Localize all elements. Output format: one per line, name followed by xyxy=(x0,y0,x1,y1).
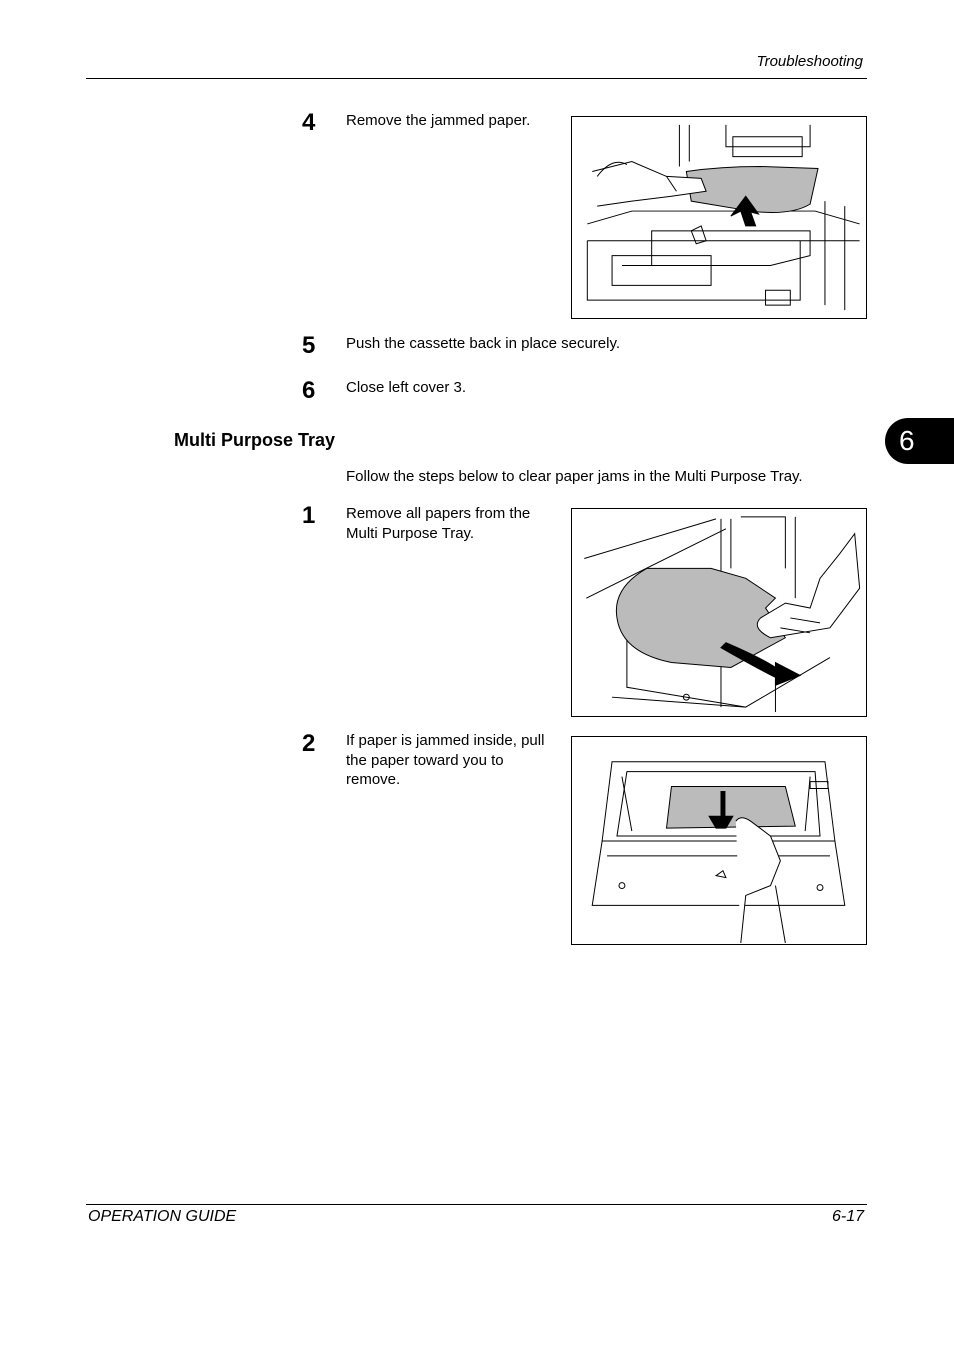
running-header: Troubleshooting xyxy=(756,53,863,70)
section-title: Multi Purpose Tray xyxy=(174,430,336,450)
step-text: Push the cassette back in place securely. xyxy=(346,335,621,352)
step-text: If paper is jammed inside, pull the paper toward you to remove. xyxy=(346,732,545,788)
footer-document-title: OPERATION GUIDE xyxy=(88,1208,237,1225)
illustration-remove-papers-mp-tray xyxy=(571,508,867,717)
step-number: 2 xyxy=(302,730,316,757)
illustration-pull-paper-toward-you xyxy=(571,736,867,945)
illustration-remove-jammed-paper xyxy=(571,116,867,319)
header-rule xyxy=(86,78,867,79)
step-number: 1 xyxy=(302,502,316,529)
step-number: 4 xyxy=(302,109,316,136)
step-text: Remove all papers from the Multi Purpose Tray. xyxy=(346,505,531,542)
chapter-tab: 6 xyxy=(885,418,954,464)
section-intro: Follow the steps below to clear paper jams in the Multi Purpose Tray. xyxy=(346,468,803,485)
step-text: Remove the jammed paper. xyxy=(346,112,531,129)
footer-rule xyxy=(86,1204,867,1205)
step-number: 6 xyxy=(302,377,316,404)
step-text: Close left cover 3. xyxy=(346,379,467,396)
step-number: 5 xyxy=(302,332,316,359)
footer-page-number: 6-17 xyxy=(831,1208,864,1225)
